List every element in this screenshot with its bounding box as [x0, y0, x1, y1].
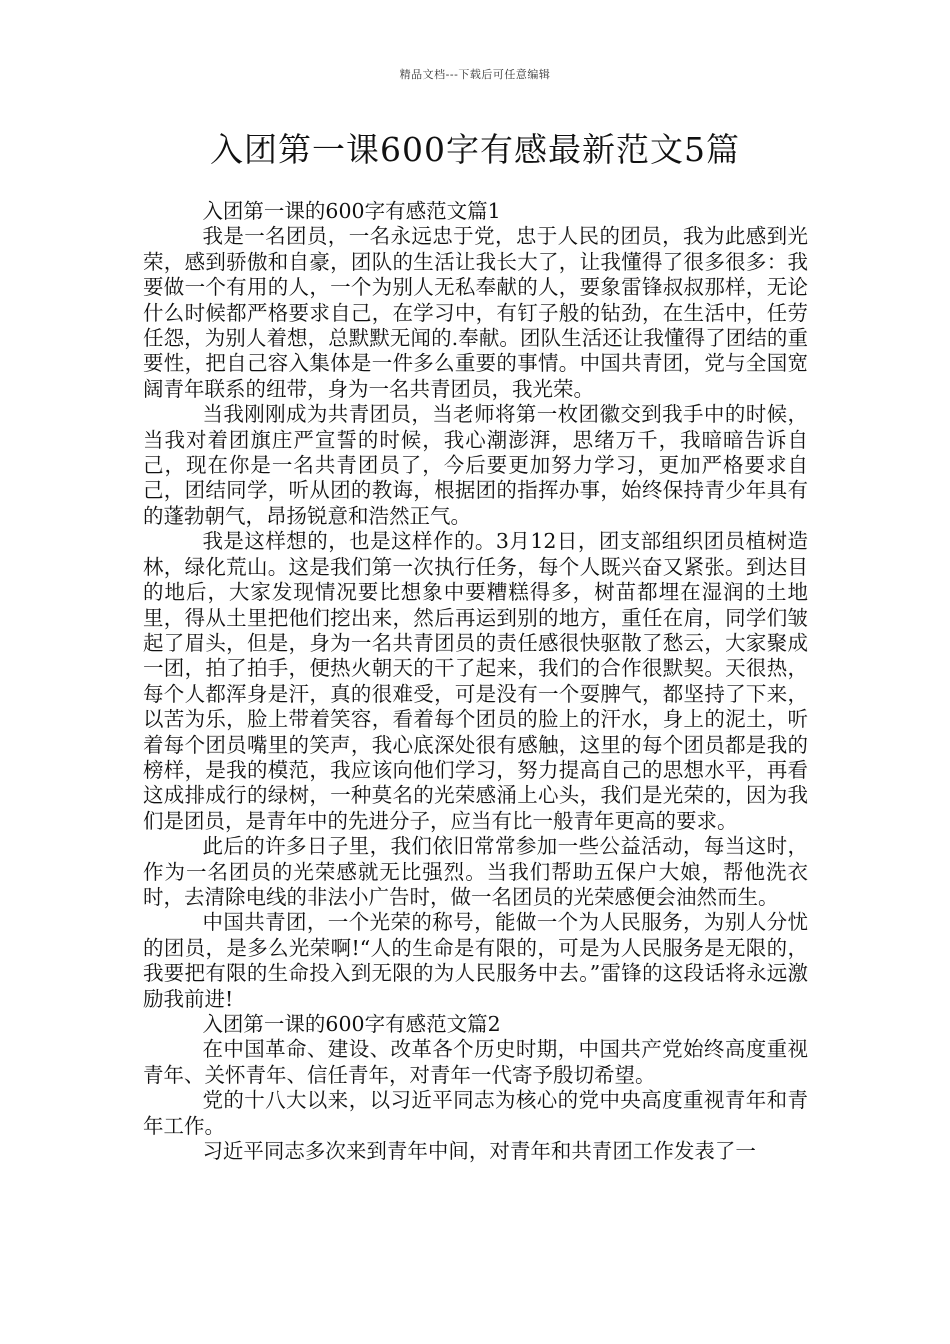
paragraph: 我是这样想的，也是这样作的。3月12日，团支部组织团员植树造林，绿化荒山。这是我们第一次执行任务，每个人既兴奋又紧张。到达目的地后，大家发现情况要比想象中要糟糕得多，树苗都埋在湿润的土地里，得从土里把他们挖出来，然后再运到别的地方，重任在肩，同学们皱起了眉头，但是，身为一名共青团员的责任感很快驱散了愁云，大家聚成一团，拍了拍手，便热火朝天的干了起来，我们的合作很默契。天很热，每个人都浑身是汗，真的很难受，可是没有一个耍脾气，都坚持了下来，以苦为乐，脸上带着笑容，看着每个团员的脸上的汗水，身上的泥土，听着每个团员嘴里的笑声，我心底深处很有感触，这里的每个团员都是我的榜样，是我的模范，我应该向他们学习，努力提高自己的思想水平，再看这成排成行的绿树，一种莫名的光荣感涌上心头，我们是光荣的，因为我们是团员，是青年中的先进分子，应当有比一般青年更高的要求。: [143, 529, 808, 833]
document-title: 入团第一课600字有感最新范文5篇: [210, 130, 740, 169]
section-heading: 入团第一课的600字有感范文篇2: [202, 1012, 501, 1036]
paragraph: 当我刚刚成为共青团员，当老师将第一枚团徽交到我手中的时候，当我对着团旗庄严宣誓的时候，我心潮澎湃，思绪万千，我暗暗告诉自己，现在你是一名共青团员了，今后要更加努力学习，更加严格要求自己，团结同学，听从团的教诲，根据团的指挥办事，始终保持青少年具有的蓬勃朝气，昂扬锐意和浩然正气。: [143, 402, 808, 528]
paragraph: 党的十八大以来，以习近平同志为核心的党中央高度重视青年和青年工作。: [143, 1088, 808, 1138]
section-heading: 入团第一课的600字有感范文篇1: [202, 199, 501, 223]
paragraph: 我是一名团员，一名永远忠于党，忠于人民的团员，我为此感到光荣，感到骄傲和自豪，团队的生活让我长大了，让我懂得了很多很多：我要做一个有用的人，一个为别人无私奉献的人，要象雷锋叔叔那样，无论什么时候都严格要求自己，在学习中，有钉子般的钻劲，在生活中，任劳任怨，为别人着想，总默默无闻的.奉献。团队生活还让我懂得了团结的重要性，把自己容入集体是一件多么重要的事情。中国共青团，党与全国宽阔青年联系的纽带，身为一名共青团员，我光荣。: [143, 224, 808, 401]
paragraph: 在中国革命、建设、改革各个历史时期，中国共产党始终高度重视青年、关怀青年、信任青年，对青年一代寄予殷切希望。: [143, 1037, 808, 1087]
header-note: 精品文档---下载后可任意编辑: [399, 68, 551, 81]
paragraph: 习近平同志多次来到青年中间，对青年和共青团工作发表了一: [202, 1139, 756, 1164]
document-body: [143, 199, 808, 1164]
paragraph: 中国共青团，一个光荣的称号，能做一个为人民服务，为别人分忧的团员，是多么光荣啊!“人的生命是有限的，可是为人民服务是无限的，我要把有限的生命投入到无限的为人民服务中去。”雷锋的这段话将永远激励我前进!: [143, 910, 808, 1011]
paragraph: 此后的许多日子里，我们依旧常常参加一些公益活动，每当这时，作为一名团员的光荣感就无比强烈。当我们帮助五保户大娘，帮他洗衣时，去清除电线的非法小广告时，做一名团员的光荣感便会油然而生。: [143, 834, 808, 909]
